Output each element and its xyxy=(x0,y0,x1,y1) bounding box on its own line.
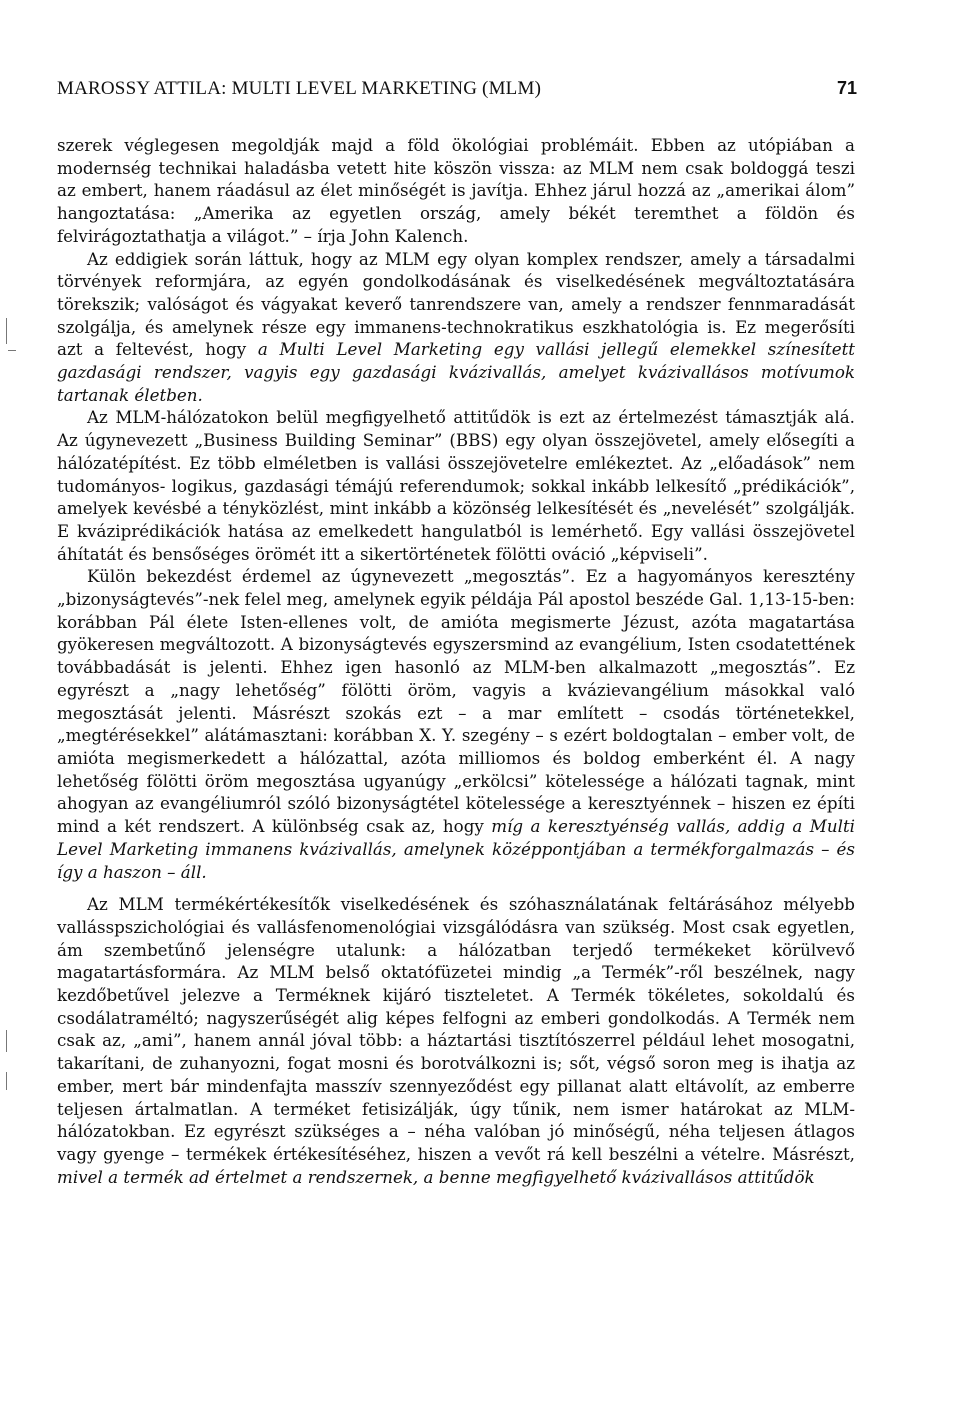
italic-run: a Multi Level Marketing egy vallási jellegű elemekkel színesített gazdasági rendszer, vagyis egy gazdasági kvázivallás, amelyet kvázivallásos motívumok tartanak életben. xyxy=(57,339,855,405)
text-run: Külön bekezdést érdemel az úgynevezett „megosztás”. Ez a hagyományos keresztény „bizonyságtevés”-nek felel meg, amelynek egyik példája Pál apostol beszéde Gal. 1,13-15-ben: korábban Pál élete Isten-ellenes volt, de amióta megismerte Jézust, azóta magatartása gyökeresen megváltozott. A bizonyságtevés egyszersmind az evangélium, Isten csodatettének továbbadását is jelenti. Ehhez igen hasonló az MLM-ben alkalmazott „megosztás”. Ez egyrészt a „nagy lehetőség” fölötti öröm, vagyis a kvázievangélium másokkal való megosztását jelenti. Másrészt szokás ezt – a mar említett – csodás történetekkel, „megtérésekkel” alátámasztani: korábban X. Y. szegény – s ezért boldogtalan – ember volt, de amióta megismerkedett a hálózattal, azóta milliomos és boldog emberként él. A nagy lehetőség fölötti öröm megosztása ugyanúgy „erkölcsi” kötelessége a hálózati tagnak, mint ahogyan az evangéliumról szóló bizonyságtétel kötelessége a keresztyénnek – hiszen ez építi mind a két rendszert. A különbség csak az, hogy xyxy=(57,566,855,837)
paragraph xyxy=(57,248,855,407)
scan-mark xyxy=(6,1072,7,1090)
page-body xyxy=(57,134,855,1188)
scan-mark xyxy=(8,350,16,351)
text-run: szerek véglegesen megoldják majd a föld ökológiai problémáit. Ebben az utópiában a modernség technikai haladásba vetett hite köszön vissza: az MLM nem csak boldoggá teszi az embert, hanem ráadásul az élet minőségét is javítja. Ehhez járul hozzá az „amerikai álom” hangoztatása: „Amerika az egyetlen ország, amely békét teremthet a földön és felvirágoztathatja a világot.” – írja John Kalench. xyxy=(57,135,855,246)
text-run: Az MLM termékértékesítők viselkedésének és szóhasználatának feltárásához mélyebb vallásspszichológiai és vallásfenomenológiai vizsgálódásra van szükség. Most csak egyetlen, ám szembetűnő jelenségre utalunk: a hálózatban terjedő termékeket körülvevő magatartásformára. Az MLM belső oktatófüzetei mindig „a Termék”-ről beszélnek, nagy kezdőbetűvel jelezve a Terméknek kijáró tiszteletet. A Termék tökéletes, sokoldalú és csodálatraméltó; nagyszerűségét alig képes felfogni az emberi gondolkodás. A Termék nem csak az, „ami”, hanem annál jóval több: a háztartási tisztítószerrel például lehet mosogatni, takarítani, de zuhanyozni, fogat mosni és borotválkozni is; sőt, végső soron meg is ihatja az ember, mert bár mindenfajta masszív szennyeződést egy pillanat alatt eltávolít, az emberre teljesen ártalmatlan. A terméket fetisizálják, úgy tűnik, nem ismer határokat az MLM-hálózatokban. Ez egyrészt szükséges a – néha valóban jó minőségű, néha teljesen átlagos vagy gyenge – termékek értékesítéséhez, hiszen a vevőt rá kell beszélni a vételre. Másrészt, xyxy=(57,894,855,1164)
text-run: Az eddigiek során láttuk, hogy az MLM egy olyan komplex rendszer, amely a társadalmi törvények reformjára, az egyén gondolkodásának és viselkedésének megváltoztatására törekszik; valóságot és vágyakat keverő tanrendszere van, amely a rendszer fennmaradását szolgálja, és amelynek része egy immanens-technokratikus eszkhatológia is. Ez megerősíti azt a feltevést, hogy xyxy=(57,248,855,360)
italic-run: míg a keresztyénség vallás, addig a Multi Level Marketing immanens kvázivallás, amelynek középpontjában a termékforgalmazás – és így a haszon – áll. xyxy=(57,816,855,882)
scan-mark xyxy=(6,1030,7,1052)
page-number: 71 xyxy=(836,78,857,98)
text-run: Az MLM-hálózatokon belül megfigyelhető attitűdök is ezt az értelmezést támasztják alá. Az úgynevezett „Business Building Seminar” (BBS) egy olyan összejövetel, amely elősegíti a hálózatépítést. Ez több elméletben is vallási összejövetelre emlékeztet. Az „előadások” nem tudományos- logikus, gazdasági témájú referendumok; sokkal inkább lelkesítő „prédikációk”, amelyek kevésbé a tényközlést, mint inkább a közönség lelkesítését és „nevelését” szolgálják. E kváziprédikációk hatása az emelkedett hangulatból is lemérhető. Egy vallási összejövetel áhítatát és bensőséges örömét itt a sikertörténetek fölötti ováció „képviseli”. xyxy=(57,407,855,564)
paragraph xyxy=(57,134,855,248)
running-title: MAROSSY ATTILA: MULTI LEVEL MARKETING (MLM) xyxy=(57,78,542,99)
running-header xyxy=(57,70,857,104)
scan-mark xyxy=(6,318,7,344)
italic-run: mivel a termék ad értelmet a rendszernek, a benne megfigyelhető kvázivallásos attitűdök xyxy=(57,1166,815,1187)
paragraph xyxy=(57,406,855,565)
paragraph xyxy=(57,893,855,1188)
paragraph xyxy=(57,565,855,883)
